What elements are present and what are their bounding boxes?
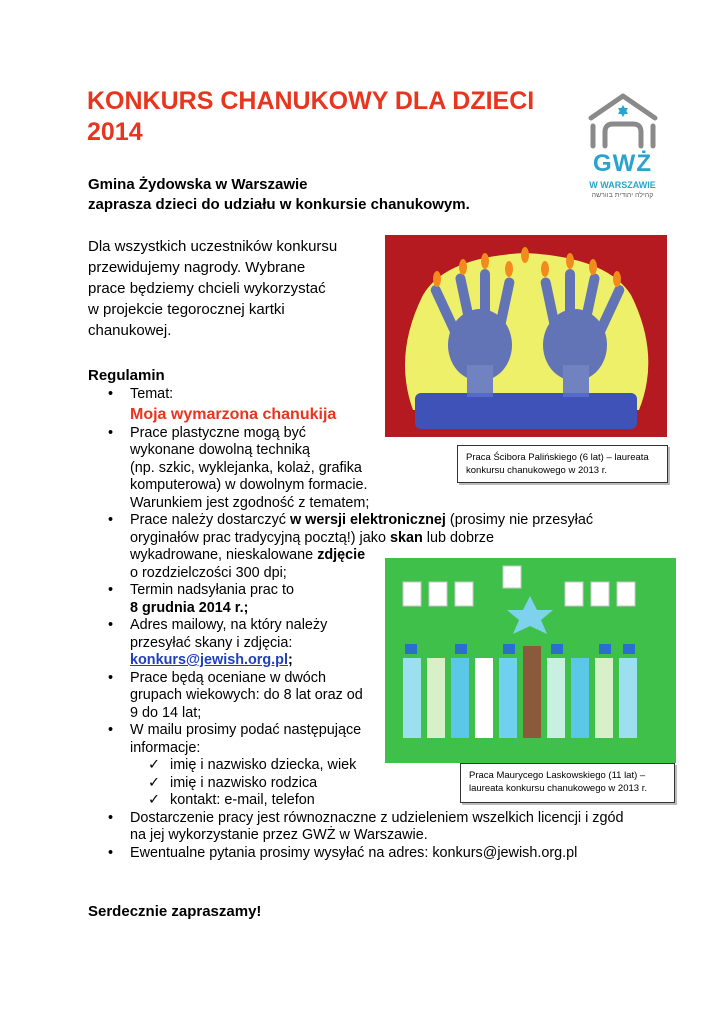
info-checklist <box>130 757 648 810</box>
rule-line: przesyłać skany i zdjęcia: <box>130 634 293 651</box>
rule-line: informacje: <box>130 739 201 756</box>
caption-artwork-1: Praca Ścibora Palińskiego (6 lat) – laureata konkursu chanukowego w 2013 r. <box>457 445 668 483</box>
logo-subtitle: W WARSZAWIE <box>589 180 656 190</box>
rule-info <box>88 722 648 810</box>
rule-license <box>88 810 648 845</box>
rule-line: Dostarczenie pracy jest równoznaczne z udzieleniem wszelkich licencji i zgód <box>130 809 624 826</box>
closing-text: Serdecznie zapraszamy! <box>88 903 262 920</box>
prizes-line: chanukowej. <box>88 322 172 339</box>
rule-text: (prosimy nie przesyłać <box>445 512 594 528</box>
rule-text: lub dobrze <box>422 529 494 546</box>
rule-line: W mailu prosimy podać następujące <box>130 722 362 738</box>
rule-age-groups <box>88 670 648 723</box>
rule-emphasis: zdjęcie <box>317 547 366 563</box>
rule-line: na jej wykorzystanie przez GWŻ w Warszawie. <box>130 827 428 843</box>
theme-value: Moja wymarzona chanukija <box>130 405 337 423</box>
theme-value-row <box>88 404 648 425</box>
rule-emphasis: w wersji elektronicznej <box>289 512 446 528</box>
rule-text: ; <box>287 652 293 668</box>
prizes-line: przewidujemy nagrody. Wybrane <box>88 259 306 276</box>
theme-label: Temat: <box>130 386 174 402</box>
rule-line: Prace będą oceniane w dwóch <box>130 669 327 686</box>
rule-technique <box>88 425 648 513</box>
checklist-item: ✓ imię i nazwisko dziecka, wiek <box>130 757 648 775</box>
rule-text: Prace należy dostarczyć <box>130 512 290 528</box>
intro-line-1: Gmina Żydowska w Warszawie <box>88 176 308 193</box>
rule-deadline <box>88 582 648 617</box>
email-link[interactable]: konkurs@jewish.org.pl <box>130 652 288 668</box>
checklist-item: ✓ kontakt: e-mail, telefon <box>130 792 648 810</box>
rule-theme <box>88 386 648 404</box>
logo-title: GWŻ <box>593 150 652 177</box>
intro <box>88 175 568 215</box>
intro-line-2: zaprasza dzieci do udziału w konkursie chanukowym. <box>88 196 470 213</box>
title-line-2: 2014 <box>87 118 143 146</box>
rule-line: komputerowa) w dowolnym formacie. <box>130 477 368 493</box>
deadline-date: 8 grudnia 2014 r.; <box>130 599 249 616</box>
prizes-line: w projekcie tegorocznej kartki <box>88 301 285 318</box>
caption-artwork-2: Praca Maurycego Laskowskiego (11 lat) – laureata konkursu chanukowego w 2013 r. <box>460 763 675 803</box>
rule-questions <box>88 845 648 863</box>
logo-hebrew-text: קהילה יהודית בוורשה <box>591 192 654 199</box>
rule-text: oryginałów prac tradycyjną pocztą!) jako <box>130 529 390 546</box>
rule-email <box>88 617 648 670</box>
rule-emphasis: skan <box>389 529 423 546</box>
rule-line: grupach wiekowych: do 8 lat oraz od <box>130 687 363 703</box>
gwz-logo-icon <box>583 88 663 208</box>
rule-delivery <box>88 512 648 582</box>
rule-line: 9 do 14 lat; <box>130 704 202 721</box>
rule-line: Ewentualne pytania prosimy wysyłać na adres: konkurs@jewish.org.pl <box>130 844 578 861</box>
rules-list <box>88 386 648 862</box>
rule-line: (np. szkic, wyklejanka, kolaż, grafika <box>130 459 362 476</box>
page-title <box>87 86 557 148</box>
rule-line: Termin nadsyłania prac to <box>130 582 294 598</box>
title-line-1: KONKURS CHANUKOWY DLA DZIECI <box>87 87 535 115</box>
rule-text: o rozdzielczości 300 dpi; <box>130 564 287 581</box>
prizes-line: prace będziemy chcieli wykorzystać <box>88 280 326 297</box>
rule-line: wykonane dowolną techniką <box>130 442 311 458</box>
rule-line: Adres mailowy, na który należy <box>130 617 328 633</box>
rules-heading: Regulamin <box>88 367 165 384</box>
rule-text: wykadrowane, nieskalowane <box>130 547 318 563</box>
rule-line: Prace plastyczne mogą być <box>130 424 306 441</box>
prizes-line: Dla wszystkich uczestników konkursu <box>88 238 338 255</box>
checklist-item: ✓ imię i nazwisko rodzica <box>130 775 648 793</box>
rule-line: Warunkiem jest zgodność z tematem; <box>130 494 370 511</box>
prizes-paragraph <box>88 236 378 341</box>
